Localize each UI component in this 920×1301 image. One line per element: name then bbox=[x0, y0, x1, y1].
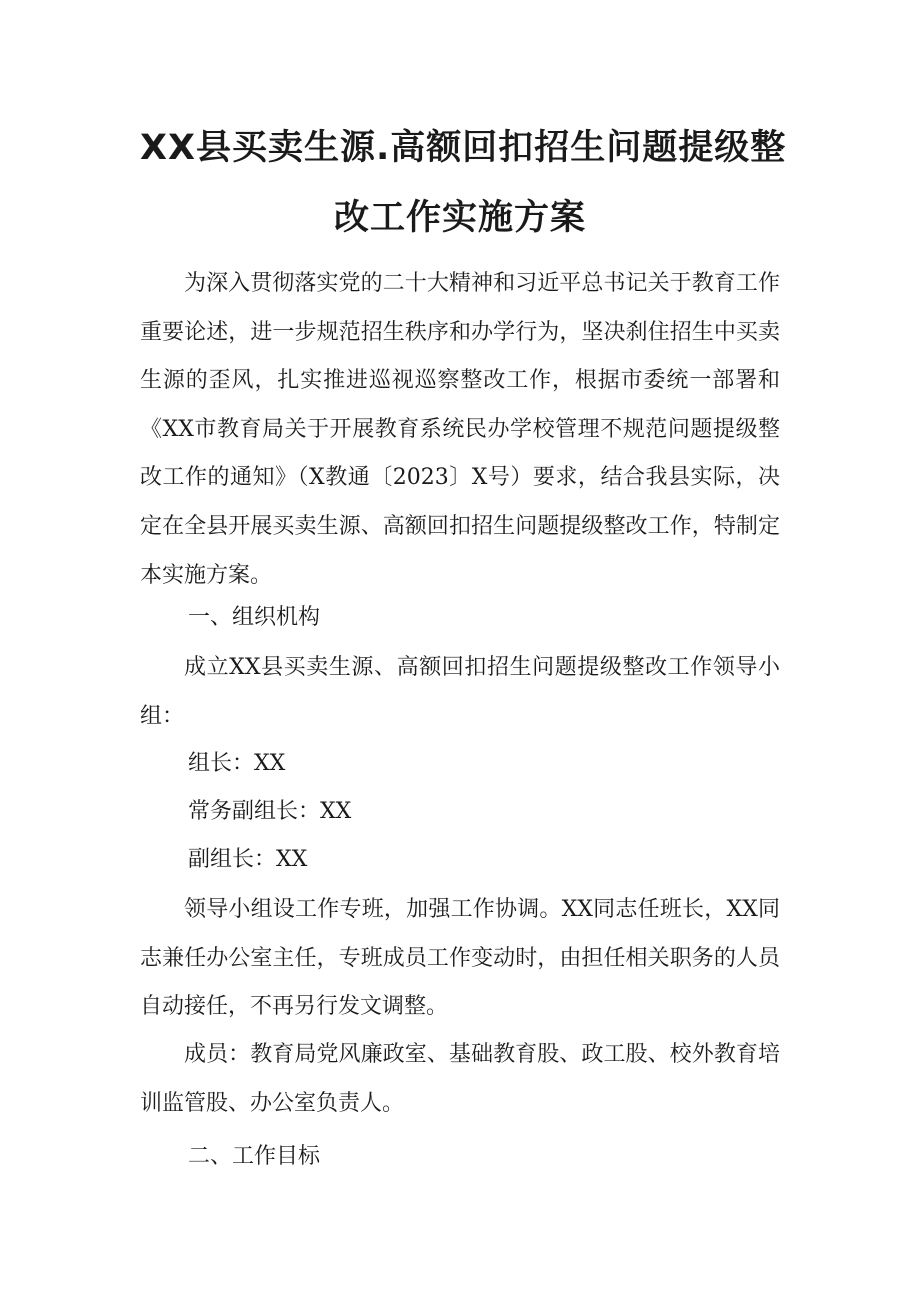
establish-paragraph: 成立XX县买卖生源、高额回扣招生问题提级整改工作领导小组： bbox=[140, 655, 780, 729]
section-heading-goals: 二、工作目标 bbox=[188, 1144, 321, 1169]
deputy-line: 副组长：XX bbox=[188, 847, 308, 872]
section-heading-organization: 一、组织机构 bbox=[188, 605, 321, 630]
executive-deputy-line: 常务副组长：XX bbox=[188, 799, 352, 824]
document-title-line-2: 改工作实施方案 bbox=[333, 198, 586, 238]
intro-paragraph: 为深入贯彻落实党的二十大精神和习近平总书记关于教育工作重要论述，进一步规范招生秩序和办学行为，坚决刹住招生中买卖生源的歪风，扎实推进巡视巡察整改工作，根据市委统一部署和《XX市教育局关于开展教育系统民办学校管理不规范问题提级整改工作的通知》（X教通〔2023〕X号）要求，结合我县实际，决定在全县开展买卖生源、高额回扣招生问题提级整改工作，特制定本实施方案。 bbox=[140, 271, 780, 588]
document-title-line-1: XX县买卖生源.高额回扣招生问题提级整 bbox=[140, 128, 787, 168]
members-paragraph: 成员：教育局党风廉政室、基础教育股、政工股、校外教育培训监管股、办公室负责人。 bbox=[140, 1042, 780, 1116]
leader-line: 组长：XX bbox=[188, 751, 286, 776]
task-force-paragraph: 领导小组设工作专班，加强工作协调。XX同志任班长，XX同志兼任办公室主任，专班成员工作变动时，由担任相关职务的人员自动接任，不再另行发文调整。 bbox=[140, 897, 780, 1020]
